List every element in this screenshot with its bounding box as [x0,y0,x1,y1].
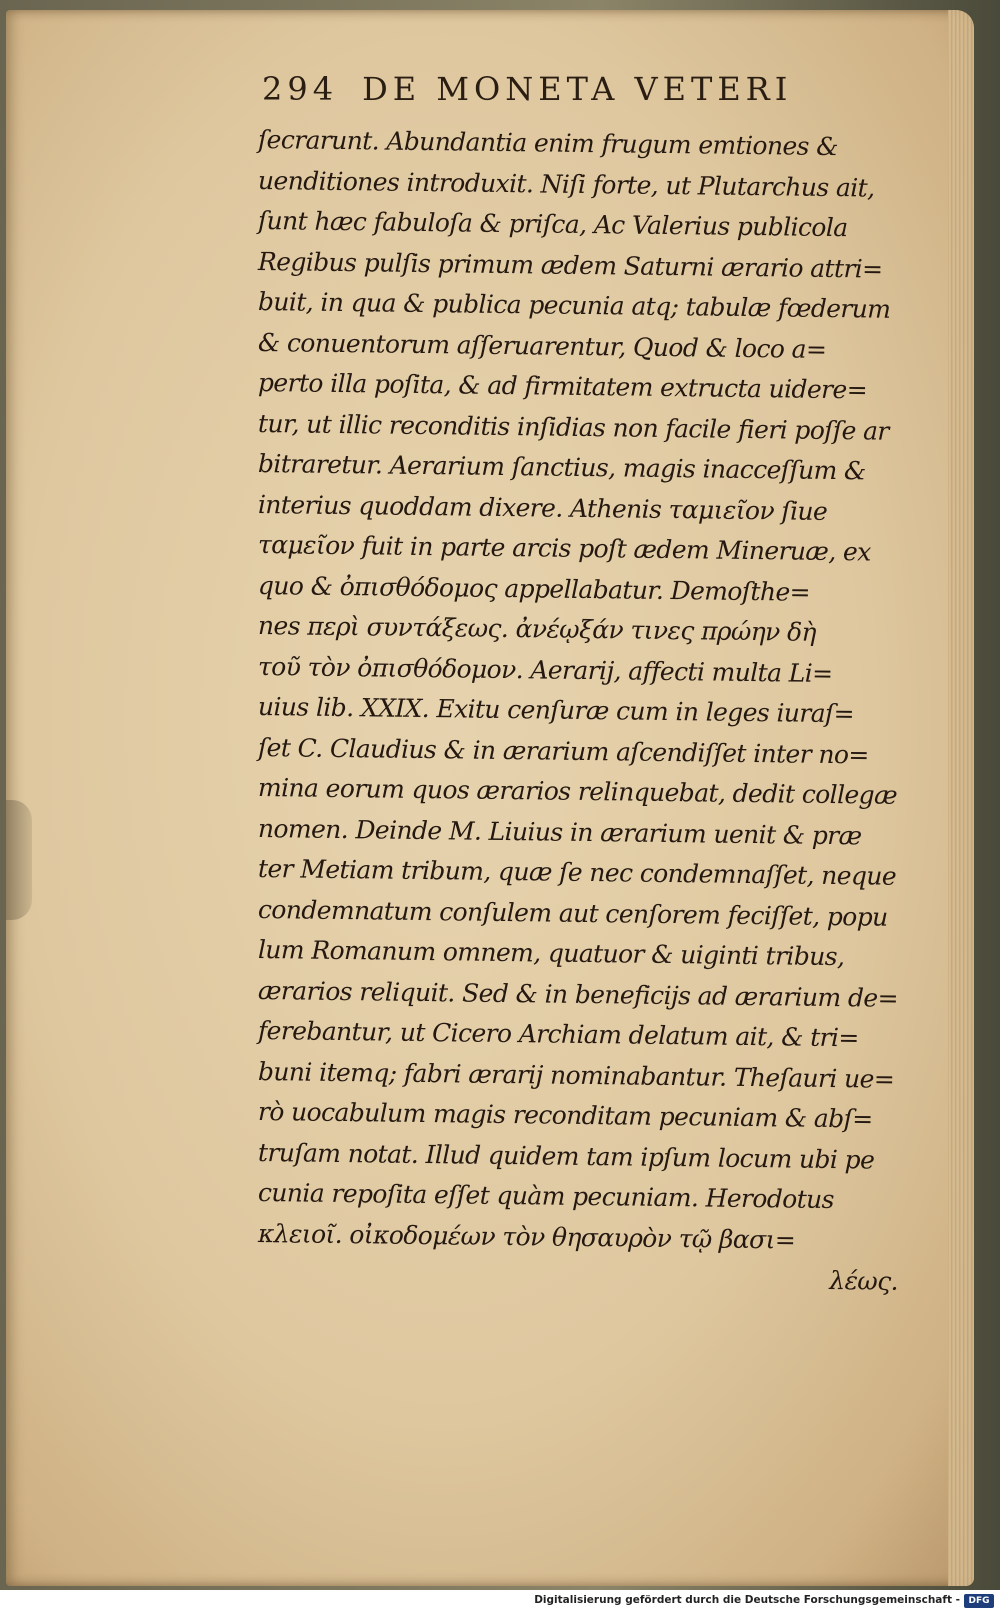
text-line: bitraretur. Aerarium ſanctius, magis inacceſſum & [257,449,866,486]
text-line: buit, in qua & publica pecunia atq; tabulæ fœderum [257,287,891,324]
text-line: ſunt hæc fabuloſa & priſca, Ac Valerius publicola [257,206,848,243]
text-line: τοῦ τὸν ὀπισθόδομον. Aerarij, affecti multa Li= [257,651,833,688]
text-line: nes περὶ συντάξεως. ἀνέῳξάν τινες πρώην δὴ [257,611,817,647]
footer-bar [0,1590,1000,1614]
text-line: cunia repoſita eſſet quàm pecuniam. Herodotus [257,1178,835,1215]
text-line: mina eorum quos ærarios relinquebat, dedit collegæ [257,773,898,810]
text-line: ærarios reliquit. Sed & in beneficijs ad ærarium de= [257,975,899,1013]
text-line: ταμεῖον fuit in parte arcis poſt ædem Mineruæ, ex [257,530,871,567]
text-line: ſet C. Claudius & in ærarium aſcendiſſet inter no= [257,732,869,769]
page-edge [948,10,974,1586]
text-line: nomen. Deinde M. Liuius in ærarium uenit & præ [257,813,862,850]
text-line: interius quoddam dixere. Athenis ταμιεῖον ſiue [257,489,828,526]
text-line: perto illa poſita, & ad firmitatem extructa uidere= [257,368,868,405]
text-line: Regibus pulſis primum ædem Saturni ærario attri= [257,246,883,284]
text-line: ferebantur, ut Cicero Archiam delatum ait, & tri= [257,1016,859,1053]
text-line: ſecrarunt. Abundantia enim frugum emtiones & [257,125,839,162]
text-line: lum Romanum omnem, quatuor & uiginti tribus, [257,935,845,972]
page-clip [6,800,32,920]
text-line: quo & ὀπισθόδομος appellabatur. Demoſthe= [257,570,811,607]
text-line: & conuentorum aſſeruarentur, Quod & loco a= [257,327,827,364]
digitization-credit: Digitalisierung gefördert durch die Deutsche Forschungsgemeinschaft - [534,1594,960,1606]
text-line: condemnatum conſulem aut cenſorem feciſſet, popu [257,894,888,932]
body-text [258,120,938,1295]
text-line: buni itemq; fabri ærarij nominabantur. Theſauri ue= [257,1056,895,1094]
page-number: 294 [262,70,339,108]
text-line: truſam notat. Illud quidem tam ipſum locum ubi pe [257,1137,875,1175]
text-line: λέως. [829,1265,899,1296]
running-title: DE MONETA VETERI [362,70,793,108]
text-line: rò uocabulum magis reconditam pecuniam & abſ= [257,1097,873,1134]
text-line: tur, ut illic reconditis inſidias non facile fieri poſſe ar [257,408,889,446]
text-line: uius lib. XXIX. Exitu cenſuræ cum in leges iuraſ= [257,692,855,729]
text-line: ter Metiam tribum, quæ ſe nec condemnaſſet, neque [257,854,897,891]
text-line: uenditiones introduxit. Niſi forte, ut Plutarchus ait, [257,165,875,203]
running-head [262,70,862,108]
text-line: κλειοῖ. οἰκοδομέων τὸν θησαυρὸν τῷ βασι= [257,1218,796,1255]
dfg-logo: DFG [964,1594,994,1608]
